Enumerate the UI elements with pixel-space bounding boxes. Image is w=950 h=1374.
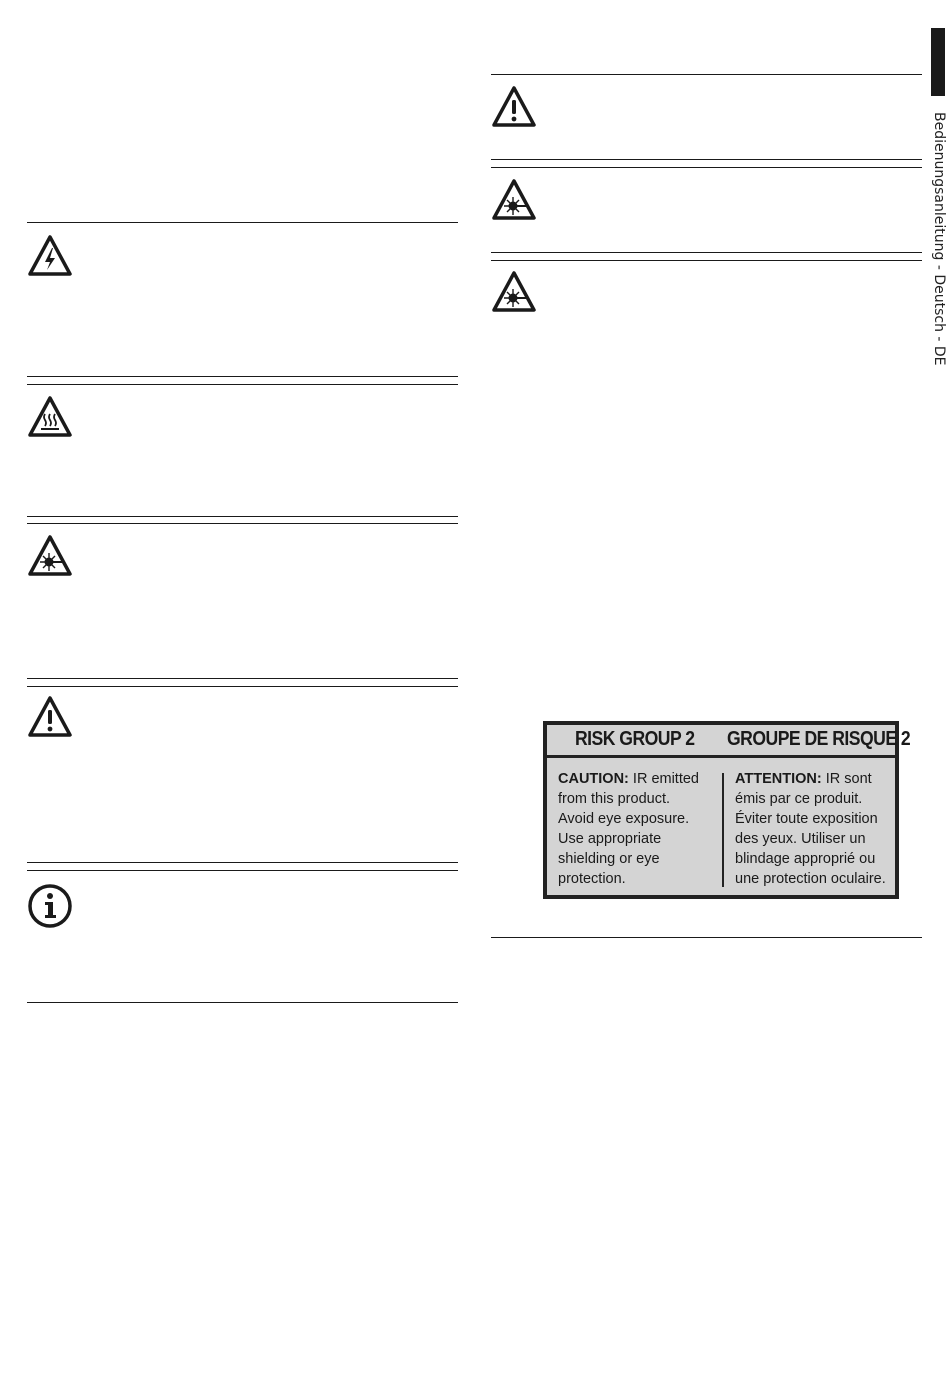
divider bbox=[27, 862, 458, 863]
risk-group-heading bbox=[547, 725, 911, 758]
divider bbox=[27, 222, 458, 223]
divider bbox=[491, 937, 922, 938]
divider bbox=[491, 252, 922, 253]
divider bbox=[27, 678, 458, 679]
divider bbox=[491, 159, 922, 160]
divider bbox=[27, 1002, 458, 1003]
caution-keyword: CAUTION: bbox=[558, 771, 629, 787]
divider bbox=[27, 516, 458, 517]
attention-keyword: ATTENTION: bbox=[735, 771, 822, 787]
hot-surface-warning-icon bbox=[26, 393, 74, 441]
heading-fr: GROUPE DE RISQUE 2 bbox=[727, 728, 911, 750]
risk-group-label bbox=[543, 721, 911, 899]
caution-text-fr: ATTENTION: IR sont émis par ce produit. Éviter toute exposition des yeux. Utiliser un blindage approprié ou une protection oculaire. bbox=[735, 771, 886, 887]
general-warning-icon bbox=[490, 83, 538, 131]
divider bbox=[27, 384, 458, 385]
divider bbox=[27, 686, 458, 687]
general-warning-icon bbox=[26, 693, 74, 741]
divider bbox=[491, 74, 922, 75]
information-icon bbox=[26, 882, 74, 930]
language-tab-marker bbox=[931, 28, 945, 96]
caution-text-en: CAUTION: IR emitted from this product. Avoid eye exposure. Use appropriate shielding or eye protection. bbox=[558, 771, 699, 887]
laser-radiation-warning-icon bbox=[26, 532, 74, 580]
laser-radiation-warning-icon bbox=[490, 268, 538, 316]
divider bbox=[27, 870, 458, 871]
heading-en: RISK GROUP 2 bbox=[575, 728, 695, 750]
divider bbox=[491, 167, 922, 168]
divider bbox=[27, 523, 458, 524]
divider bbox=[27, 376, 458, 377]
electric-shock-warning-icon bbox=[26, 232, 74, 280]
label-separator bbox=[722, 773, 724, 887]
divider bbox=[491, 260, 922, 261]
language-tab-text: Bedienungsanleitung - Deutsch - DE bbox=[931, 112, 947, 366]
laser-radiation-warning-icon bbox=[490, 176, 538, 224]
